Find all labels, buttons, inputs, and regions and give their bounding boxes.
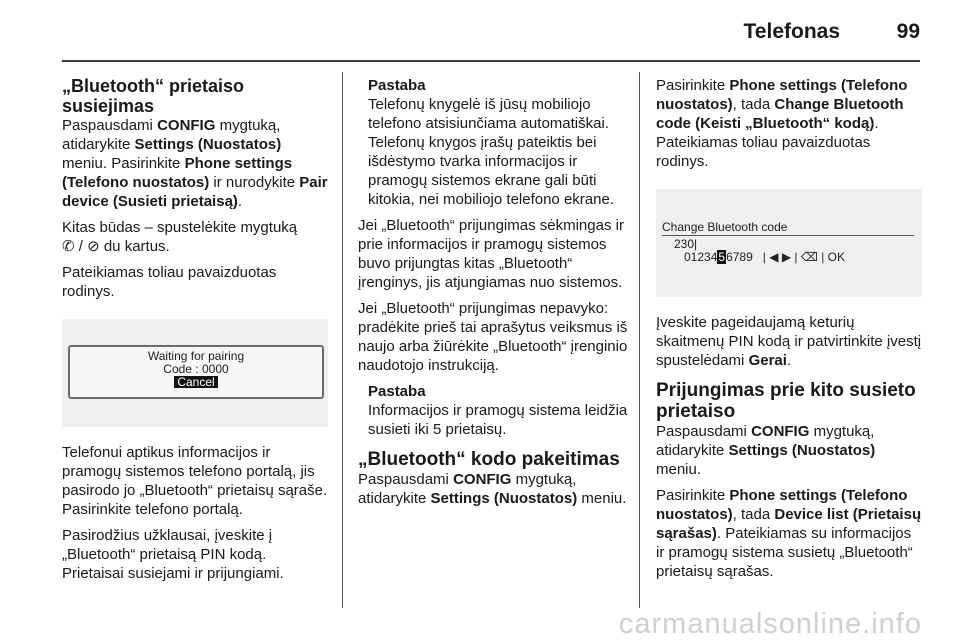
- watermark: carmanualsonline.info: [618, 608, 922, 640]
- pairing-status: Waiting for pairing: [147, 349, 245, 363]
- change-code-screen-image: [656, 189, 922, 297]
- paragraph: Telefonui aptikus informacijos ir pramogų sistemos telefono portalą, jis pasirodo jo „Bluetooth“ prietaisų sąraše. Pasirinkite telefono portalą.: [62, 444, 328, 518]
- column-3: [656, 76, 922, 588]
- paragraph: Įveskite pageidaujamą keturių skaitmenų PIN kodą ir patvirtinkite įvestį spustelėdami Gerai.: [656, 314, 922, 369]
- note-block: Pastaba Telefonų knygelė iš jūsų mobiliojo telefono atsisiunčiama automatiškai. Telefonų knygos įrašų pateiktis bei išdėstymo tvarka informacijos ir pramogų sistemos ekrane gali būti kitokia, nei mobiliojo telefono ekrane.: [368, 77, 614, 208]
- paragraph: Paspausdami CONFIG mygtuką, atidarykite Settings (Nuostatos) meniu.: [656, 423, 876, 478]
- section-title: Telefonas: [743, 20, 840, 43]
- dialog-underline: [662, 235, 914, 236]
- heading-connect-other: Prijungimas prie kito susieto prietaiso: [656, 380, 916, 422]
- selected-digit: 5: [718, 250, 726, 264]
- page-header: [0, 0, 960, 60]
- heading-change-code: „Bluetooth“ kodo pakeitimas: [358, 449, 620, 470]
- cursor-right-icon: ▶: [781, 250, 792, 264]
- pairing-screen-image: [62, 319, 328, 427]
- note-block: Pastaba Informacijos ir pramogų sistema leidžia susieti iki 5 prietaisų.: [368, 383, 628, 438]
- paragraph: Pateikiamas toliau pavaizduotas rodinys.: [62, 264, 277, 300]
- dialog-title: Change Bluetooth code: [662, 220, 788, 234]
- column-1: [62, 76, 328, 590]
- column-divider: [639, 72, 640, 608]
- heading-pairing: „Bluetooth“ prietaiso susiejimas: [62, 76, 245, 116]
- header-rule: [62, 60, 920, 62]
- backspace-icon: ⌫: [800, 250, 818, 264]
- cancel-button: Cancel: [174, 376, 217, 388]
- cursor-left-icon: ◀: [769, 250, 779, 264]
- pairing-dialog: [68, 345, 324, 399]
- paragraph: Pasirodžius užklausai, įveskite į „Bluetooth“ prietaisą PIN kodą. Prietaisai susiejami ir prijungiami.: [62, 527, 284, 582]
- paragraph: Paspausdami CONFIG mygtuką, atidarykite Settings (Nuostatos) meniu. Pasirinkite Phone settings (Telefono nuostatos) ir nurodykite Pair device (Susieti prietaisą).: [62, 117, 328, 210]
- column-2: [358, 76, 630, 515]
- paragraph: Pasirinkite Phone settings (Telefono nuostatos), tada Change Bluetooth code (Keisti „Bluetooth“ kodą). Pateikiamas toliau pavaizduotas rodinys.: [656, 77, 908, 170]
- page-number: 99: [896, 20, 920, 43]
- change-code-dialog: [662, 221, 914, 264]
- column-divider: [342, 72, 343, 608]
- mute-icon: ⊘: [87, 238, 100, 255]
- paragraph: Paspausdami CONFIG mygtuką, atidarykite Settings (Nuostatos) meniu.: [358, 471, 627, 507]
- pairing-code: Code : 0000: [163, 362, 229, 376]
- keypad-row: 0123456789 | ◀ ▶ | ⌫ | OK: [684, 250, 845, 264]
- paragraph: Pasirinkite Phone settings (Telefono nuostatos), tada Device list (Prietaisų sąrašas). Pateikiamas su informacijos ir pramogų sistema susietų „Bluetooth“ prietaisų sąrašas.: [656, 487, 922, 580]
- paragraph: Jei „Bluetooth“ prijungimas sėkmingas ir prie informacijos ir pramogų sistemos buvo prijungtas kitas „Bluetooth“ įrenginys, jis atjungiamas nuo sistemos.: [358, 217, 624, 291]
- ok-label: OK: [827, 250, 845, 264]
- code-entry: 230|: [674, 237, 698, 251]
- paragraph: Jei „Bluetooth“ prijungimas nepavyko: pradėkite prieš tai aprašytus veiksmus iš naujo arba žiūrėkite „Bluetooth“ įrenginio naudotojo instrukciją.: [358, 300, 628, 374]
- phone-icon: ✆: [62, 238, 75, 255]
- paragraph: Kitas būdas – spustelėkite mygtuką ✆ / ⊘ du kartus.: [62, 219, 298, 255]
